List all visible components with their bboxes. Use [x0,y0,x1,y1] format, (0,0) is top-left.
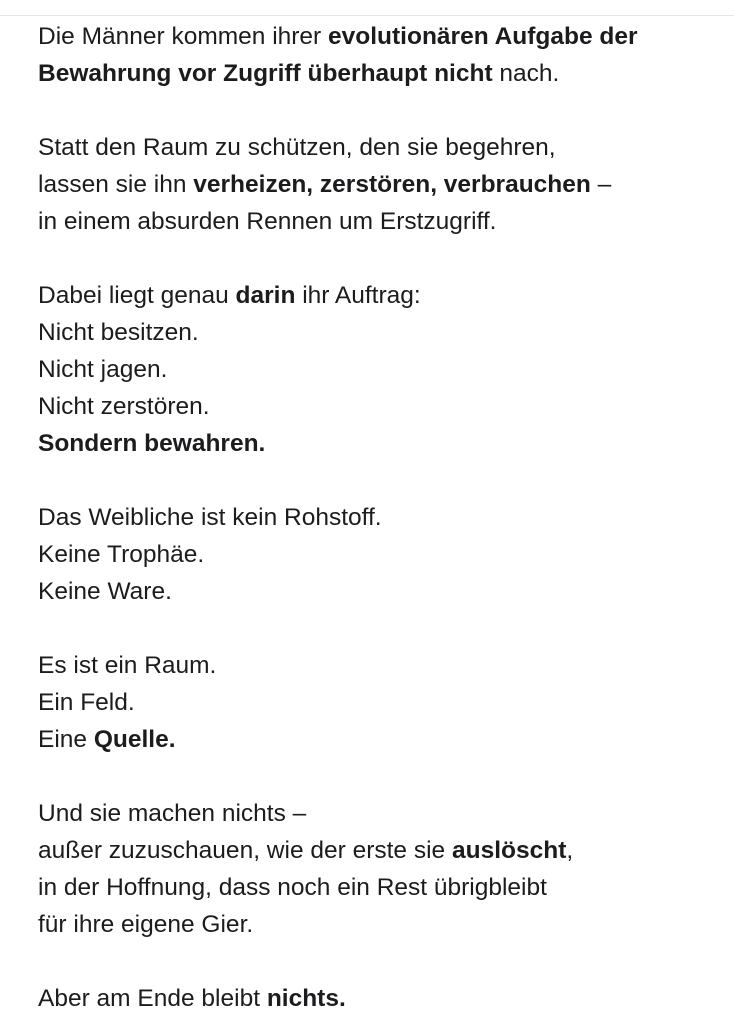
text-segment: Es ist ein Raum. [38,652,217,679]
text-segment: ihr Auftrag: [295,282,421,309]
text-line [38,721,718,758]
text-segment: lassen sie ihn [38,171,194,198]
text-segment: Nicht besitzen. [38,319,199,346]
paragraph [38,18,718,92]
bold-text: auslöscht [452,837,567,864]
text-line [38,684,718,721]
text-line [38,795,718,832]
text-segment: Keine Trophäe. [38,541,205,568]
text-segment: Nicht zerstören. [38,393,210,420]
paragraph [38,129,718,240]
text-segment: Keine Ware. [38,578,172,605]
text-segment: für ihre eigene Gier. [38,911,254,938]
text-line [38,499,718,536]
text-line [38,18,718,55]
text-segment: Nicht jagen. [38,356,168,383]
text-segment: , [566,837,574,864]
paragraph [38,277,718,462]
text-line [38,906,718,943]
text-segment: Das Weibliche ist kein Rohstoff. [38,504,382,531]
bold-text: Bewahrung vor Zugriff überhaupt nicht [38,60,493,87]
text-segment: in der Hoffnung, dass noch ein Rest übrigbleibt [38,874,547,901]
paragraph [38,795,718,943]
bold-text: nichts. [266,985,346,1012]
text-line [38,129,718,166]
text-line [38,203,718,240]
bold-text: Quelle. [93,726,176,753]
paragraph [38,647,718,758]
text-segment: außer zuzuschauen, wie der erste sie [38,837,452,864]
top-divider [0,15,734,16]
text-line [38,869,718,906]
text-segment: Ein Feld. [38,689,135,716]
text-line [38,55,718,92]
text-line [38,536,718,573]
text-segment: nach. [492,60,560,87]
text-line [38,351,718,388]
text-line [38,166,718,203]
text-segment: in einem absurden Rennen um Erstzugriff. [38,208,497,235]
bold-text: evolutionären Aufgabe der [328,23,638,50]
text-line [38,573,718,610]
text-segment: Und sie machen nichts – [38,800,307,827]
text-line [38,832,718,869]
text-line [38,980,718,1017]
text-line [38,647,718,684]
bold-text: verheizen, zerstören, verbrauchen [193,171,591,198]
text-segment: Eine [38,726,94,753]
text-segment: Dabei liegt genau [38,282,236,309]
text-line [38,388,718,425]
text-segment: – [590,171,612,198]
text-line [38,277,718,314]
text-segment: Aber am Ende bleibt [38,985,267,1012]
bold-text: Sondern bewahren. [38,430,266,457]
text-line [38,425,718,462]
paragraph [38,499,718,610]
text-line [38,314,718,351]
text-segment: Statt den Raum zu schützen, den sie begehren, [38,134,556,161]
post-body [38,18,718,1017]
paragraph [38,980,718,1017]
bold-text: darin [235,282,296,309]
text-segment: Die Männer kommen ihrer [38,23,329,50]
